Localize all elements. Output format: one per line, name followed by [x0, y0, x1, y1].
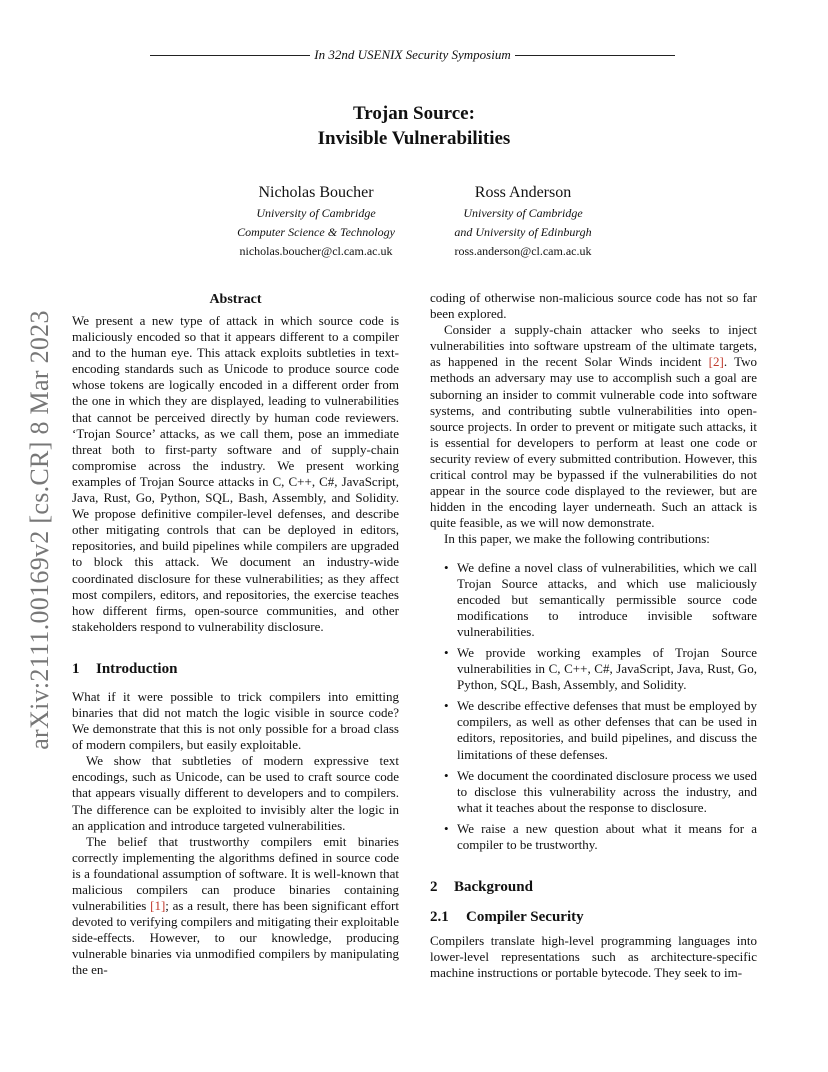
- intro-paragraph-1: What if it were possible to trick compilers into emitting binaries that did not match the logic visible in source code? We demonstrate that this is not only possible for a broad class of modern compilers, but easily exploitable.: [72, 688, 399, 753]
- section-title: Background: [454, 879, 533, 896]
- intro-paragraph-3: [72, 834, 399, 979]
- list-item-text: We provide working examples of Trojan Source vulnerabilities in C, C++, C#, JavaScript, Java, Rust, Go, Python, SQL, Bash, Assembly, and Solidity.: [457, 644, 757, 693]
- bullet-marker: •: [444, 644, 449, 660]
- list-item: [430, 560, 757, 640]
- right-column: [430, 290, 757, 981]
- list-item-text: We raise a new question about what it means for a compiler to be trustworthy.: [457, 820, 757, 852]
- intro-p4-text: Consider a supply-chain attacker who seeks to inject vulnerabilities into software upstream of the ultimate targets, as happened in the recent Solar Winds incident: [430, 322, 757, 370]
- list-item: [430, 821, 757, 853]
- list-item: [430, 768, 757, 816]
- section-number: 1: [72, 660, 80, 677]
- left-column: [72, 290, 399, 979]
- author-block-anderson: [403, 182, 643, 261]
- list-item-text: We document the coordinated disclosure process we used to disclose this vulnerability across the industry, and what it teaches about the response to disclosure.: [457, 767, 757, 815]
- author-name: Nicholas Boucher: [258, 184, 374, 201]
- list-item-text: We describe effective defenses that must be employed by compilers, as well as other defenses that can be used in editors, repositories, and build pipelines, and discuss the limitations of these defenses.: [457, 698, 757, 762]
- title-line-2: Invisible Vulnerabilities: [317, 128, 511, 149]
- title-line-1: Trojan Source:: [353, 103, 475, 124]
- bullet-marker: •: [444, 820, 449, 836]
- author-email: nicholas.boucher@cl.cam.ac.uk: [239, 244, 393, 258]
- arxiv-stamp-text: arXiv:2111.00169v2 [cs.CR] 8 Mar 2023: [25, 310, 54, 750]
- intro-paragraph-4: [430, 322, 757, 531]
- background-paragraph-1: Compilers translate high-level programming languages into lower-level representations such as architecture-specific machine instructions or portable bytecode. They seek to im-: [430, 933, 757, 981]
- citation-link-2[interactable]: [2]: [708, 354, 724, 370]
- author-affiliation: University of Cambridge: [256, 206, 376, 220]
- subsection-heading-compiler-security: [430, 907, 757, 927]
- paper-title: [0, 101, 828, 151]
- contributions-list: [430, 560, 757, 854]
- intro-paragraph-5: In this paper, we make the following contributions:: [444, 531, 710, 547]
- venue-text: In 32nd USENIX Security Symposium: [314, 47, 511, 62]
- subsection-title: Compiler Security: [466, 909, 584, 926]
- subsection-number: 2.1: [430, 909, 449, 926]
- intro-paragraph-2: We show that subtleties of modern expressive text encodings, such as Unicode, can be used to craft source code that appears visually different to developers and to compilers. The difference can be exploited to invisibly alter the logic in an application and introduce targeted vulnerabilities.: [72, 753, 399, 833]
- author-name: Ross Anderson: [474, 184, 572, 201]
- abstract-text: We present a new type of attack in which source code is maliciously encoded so that it appears different to a compiler and to the human eye. This attack exploits subtleties in text-encoding standards such as Unicode to produce source code whose tokens are logically encoded in a different order from the one in which they are displayed, leading to vulnerabilities that cannot be perceived directly by human code reviewers. ‘Trojan Source’ attacks, as we call them, pose an immediate threat both to first-party software and of supply-chain compromise across the industry. We present working examples of Trojan Source attacks in C, C++, C#, JavaScript, Java, Rust, Go, Python, SQL, Bash, Assembly, and Solidity. We propose definitive compiler-level defenses, and describe other mitigating controls that can be deployed in editors, repositories, and build pipelines while compilers are upgraded to block this attack. We document an industry-wide coordinated disclosure for these vulnerabilities; as they affect most compilers, editors, and repositories, the exercise teaches how different firms, open-source communities, and other stakeholders respond to vulnerability disclosure.: [72, 313, 399, 634]
- abstract-heading: Abstract: [209, 292, 262, 307]
- section-heading-introduction: [72, 659, 399, 679]
- bullet-marker: •: [444, 559, 449, 575]
- intro-p3-text: The belief that trustworthy compilers emit binaries correctly implementing the algorithms defined in source code is a foundational assumption of software. It is well-known that malicious compilers can produce binaries containing vulnerabilities: [72, 833, 399, 914]
- author-block-boucher: [196, 182, 436, 261]
- header-rule-left: [150, 55, 310, 56]
- intro-p4-text-cont: . Two methods an adversary may use to accomplish such a goal are suborning an insider to commit vulnerable code into software systems, and contributing subtle vulnerabilities into open-source projects. In order to prevent or mitigate such attacks, it is essential for developers to perform at least one code or security review of every submitted contribution. However, this critical control may be bypassed if the vulnerabilities do not appear in the source code displayed to the reviewer, but are hidden in the encoding layer underneath. Such an attack is quite feasible, as we will now demonstrate.: [430, 354, 758, 531]
- author-department: Computer Science & Technology: [237, 225, 395, 239]
- running-header: [150, 47, 675, 63]
- author-affiliation-2: and University of Edinburgh: [454, 225, 592, 239]
- list-item: [430, 698, 757, 762]
- intro-p3-text-cont: ; as a result, there has been significant effort devoted to verifying compilers and mitigating their exploitable side-effects. However, to our knowledge, producing vulnerable binaries via unmodified compilers by manipulating the en-: [72, 898, 399, 978]
- intro-paragraph-3-cont: coding of otherwise non-malicious source code has not so far been explored.: [430, 290, 757, 322]
- list-item-text: We define a novel class of vulnerabilities, which we call Trojan Source attacks, and which use maliciously encoded but semantically permissible source code modifications to introduce invisible software vulnerabilities.: [457, 559, 757, 639]
- citation-link-1[interactable]: [1]: [150, 898, 166, 914]
- section-heading-background: [430, 877, 757, 897]
- bullet-marker: •: [444, 698, 449, 714]
- list-item: [430, 645, 757, 693]
- section-number: 2: [430, 879, 438, 896]
- bullet-marker: •: [444, 767, 449, 783]
- author-affiliation: University of Cambridge: [463, 206, 583, 220]
- header-rule-right: [515, 55, 675, 56]
- arxiv-stamp: [20, 290, 60, 770]
- section-title: Introduction: [96, 660, 178, 677]
- author-email: ross.anderson@cl.cam.ac.uk: [454, 244, 592, 258]
